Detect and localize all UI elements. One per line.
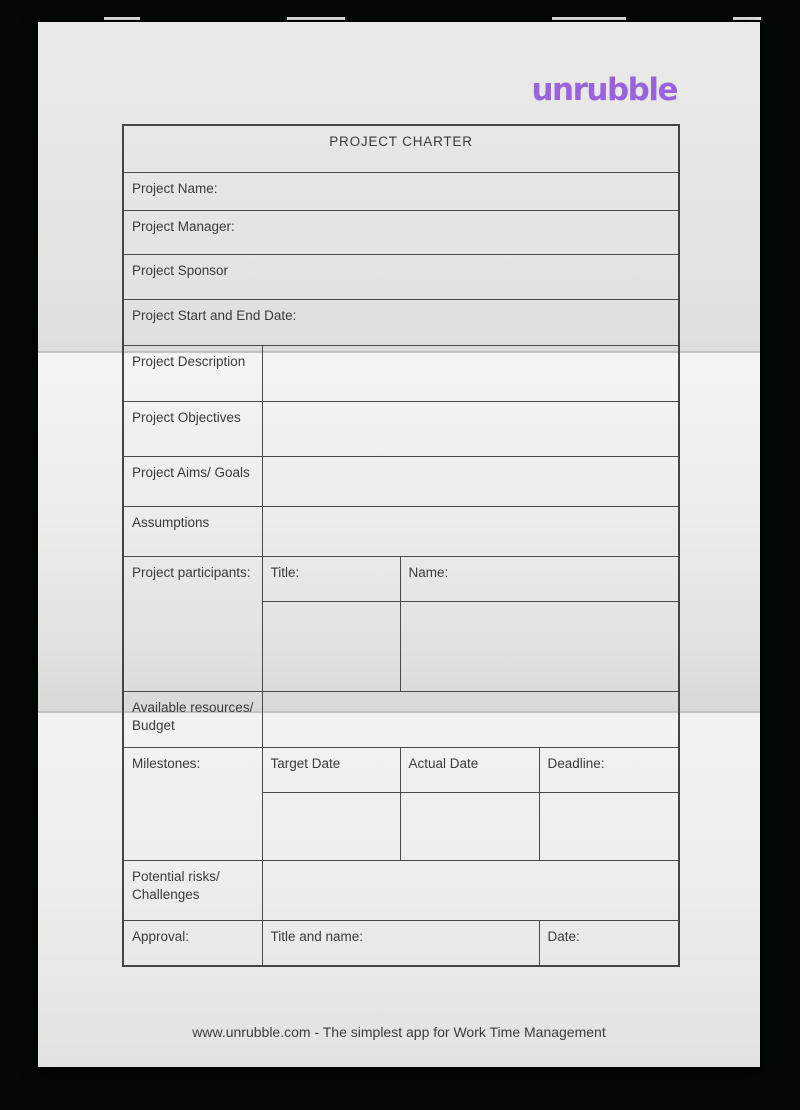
label-milestones: Milestones: <box>123 747 262 860</box>
header-participants-title: Title: <box>262 556 400 601</box>
table-row <box>123 920 679 966</box>
label-participants: Project participants: <box>123 556 262 691</box>
label-assumptions: Assumptions <box>123 506 262 556</box>
field-approval-title-name: Title and name: <box>262 920 539 966</box>
footer-tagline: www.unrubble.com - The simplest app for Work Time Management <box>192 1024 606 1040</box>
table-row <box>123 506 679 556</box>
scan-artifact-mark <box>552 17 626 20</box>
field-project-dates: Project Start and End Date: <box>123 299 679 345</box>
blank-cell-project-objectives <box>262 401 679 456</box>
field-project-sponsor: Project Sponsor <box>123 254 679 299</box>
blank-cell-project-aims <box>262 456 679 506</box>
header-participants-name: Name: <box>400 556 679 601</box>
blank-cell-resources <box>262 691 679 747</box>
table-row <box>123 747 679 792</box>
table-row <box>123 172 679 210</box>
table-row <box>123 401 679 456</box>
label-risks: Potential risks/ Challenges <box>123 860 262 920</box>
field-project-name: Project Name: <box>123 172 679 210</box>
blank-cell-actual-date <box>400 792 539 860</box>
header-actual-date: Actual Date <box>400 747 539 792</box>
field-project-manager: Project Manager: <box>123 210 679 254</box>
blank-cell-project-description <box>262 345 679 401</box>
table-row <box>123 345 679 401</box>
table-row <box>123 210 679 254</box>
table-row <box>123 860 679 920</box>
scan-artifact-mark <box>104 17 140 20</box>
label-project-objectives: Project Objectives <box>123 401 262 456</box>
blank-cell-assumptions <box>262 506 679 556</box>
label-approval: Approval: <box>123 920 262 966</box>
scan-artifact-mark <box>287 17 345 20</box>
label-project-description: Project Description <box>123 345 262 401</box>
document-page <box>38 22 760 1067</box>
blank-cell-participant-title <box>262 601 400 691</box>
blank-cell-deadline <box>539 792 679 860</box>
label-resources: Available resources/ Budget <box>123 691 262 747</box>
blank-cell-target-date <box>262 792 400 860</box>
scan-artifact-mark <box>733 17 761 20</box>
unrubble-logo: unrubble <box>531 72 677 108</box>
document-title: PROJECT CHARTER <box>123 125 679 172</box>
field-approval-date: Date: <box>539 920 679 966</box>
table-row <box>123 556 679 601</box>
project-charter-table <box>122 124 680 967</box>
header-target-date: Target Date <box>262 747 400 792</box>
table-row <box>123 254 679 299</box>
blank-cell-risks <box>262 860 679 920</box>
table-row <box>123 299 679 345</box>
table-row <box>123 691 679 747</box>
blank-cell-participant-name <box>400 601 679 691</box>
table-row <box>123 125 679 172</box>
label-project-aims: Project Aims/ Goals <box>123 456 262 506</box>
table-row <box>123 456 679 506</box>
header-deadline: Deadline: <box>539 747 679 792</box>
